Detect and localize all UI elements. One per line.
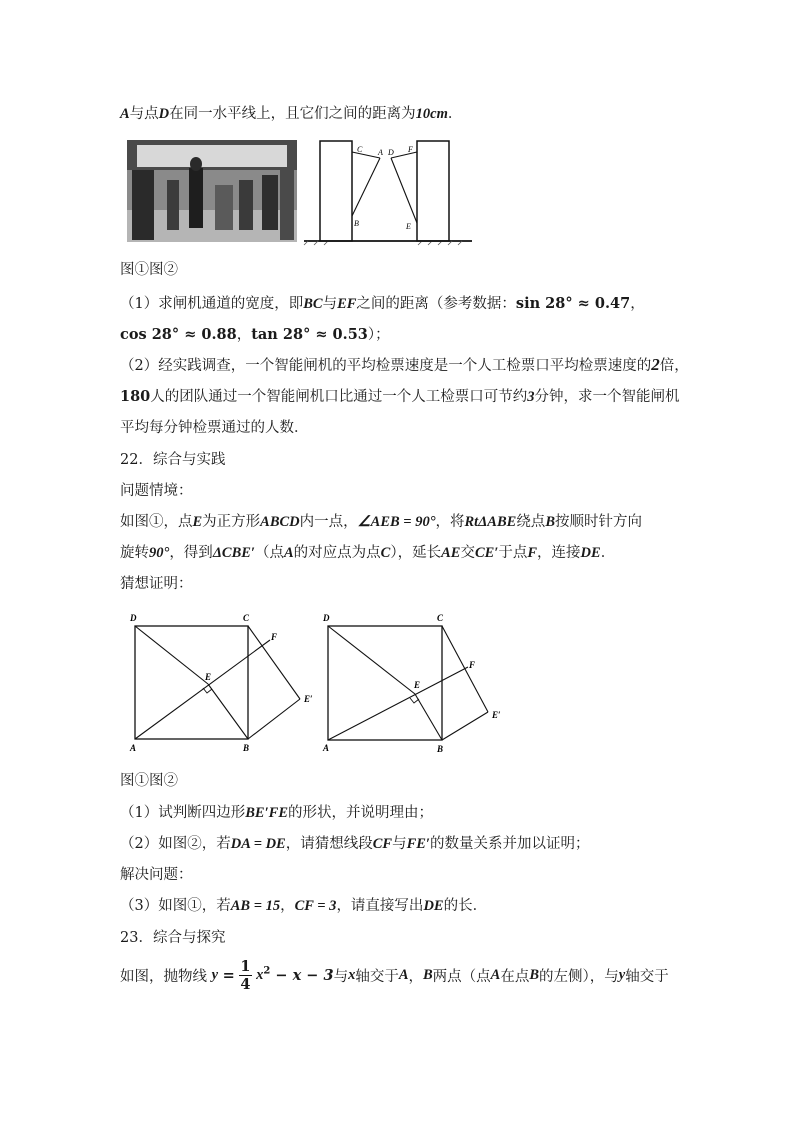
text: ．	[447, 106, 463, 122]
text: 绕点	[516, 514, 546, 530]
label-a: A	[130, 743, 137, 753]
label-d: D	[323, 613, 330, 623]
text: ，	[236, 327, 252, 343]
text: 与	[333, 969, 349, 985]
math: B	[545, 514, 555, 530]
minutes-3: 3	[527, 389, 535, 405]
math: AE	[441, 545, 461, 561]
text: 在同一水平线上，且它们之间的距离为	[169, 106, 416, 122]
gate-diagram	[302, 138, 474, 246]
distance: 10cm	[415, 106, 448, 122]
q21-part2-line3: 平均每分钟检票通过的人数．	[120, 420, 309, 436]
label-a: A	[378, 148, 383, 157]
q21-part1-line1	[120, 292, 645, 313]
text: ，	[630, 296, 645, 312]
text: 轴交于	[625, 969, 669, 985]
math: A	[398, 967, 409, 983]
math: F	[527, 545, 538, 561]
segment-ef: EF	[337, 296, 357, 312]
text: 旋转	[120, 545, 149, 561]
text: 分钟，求一个智能闸机	[534, 389, 680, 405]
math: E	[192, 514, 203, 530]
text: 与	[322, 296, 338, 312]
text: 的形状，并说明理由；	[288, 805, 433, 821]
q23-title: 23．综合与探究	[120, 930, 226, 946]
square-figure-1-drawing	[125, 608, 325, 758]
label-e-prime: E′	[304, 694, 313, 704]
q22-sub3	[120, 894, 487, 915]
point-d: D	[158, 106, 170, 122]
text: 倍，	[659, 358, 689, 374]
numerator: 1	[240, 958, 251, 975]
text: 如图①，点	[120, 514, 193, 530]
denominator: 4	[240, 976, 251, 993]
gate-photo	[127, 140, 297, 242]
label-e: E	[406, 222, 411, 231]
text: （1）求闸机通道的宽度，即	[120, 296, 304, 312]
text: 于点	[498, 545, 528, 561]
label-e: E	[414, 680, 421, 690]
text: ）；	[367, 327, 390, 343]
q22-sub1	[120, 801, 433, 822]
math: x	[256, 967, 264, 983]
label-c: C	[437, 613, 444, 623]
math: B	[423, 967, 433, 983]
label-e: E	[205, 672, 212, 682]
text: ），延长	[390, 545, 442, 561]
text: 人的团队通过一个智能闸机口比通过一个人工检票口可节约	[150, 389, 528, 405]
text: 的左侧），与	[539, 969, 619, 985]
text: 在点	[500, 969, 530, 985]
q22-guess: 猜想证明：	[120, 576, 193, 592]
q22-solve: 解决问题：	[120, 867, 193, 883]
math: C	[380, 545, 391, 561]
math: y	[618, 967, 626, 983]
text: ，请猜想线段	[285, 836, 373, 852]
sin-value: sin 28° ≈ 0.47	[515, 295, 631, 312]
q22-title: 22．综合与实践	[120, 452, 226, 468]
math: − x − 3	[270, 967, 334, 984]
math: =	[222, 967, 235, 984]
label-f: F	[271, 632, 278, 642]
square-figure-2	[318, 608, 518, 758]
text: ，得到	[169, 545, 213, 561]
math: A	[490, 967, 501, 983]
label-a: A	[323, 743, 330, 753]
q22-situation: 问题情境：	[120, 483, 193, 499]
math: CF	[372, 836, 393, 852]
text: （点	[255, 545, 284, 561]
math: AB = 15	[230, 898, 281, 914]
math: DE	[580, 545, 601, 561]
text: 内一点，	[299, 514, 358, 530]
label-c: C	[243, 613, 250, 623]
math: A	[284, 545, 294, 561]
label-c: C	[357, 145, 363, 154]
label-b: B	[243, 743, 250, 753]
math: DE	[423, 898, 444, 914]
text: ，	[408, 969, 423, 985]
q22-sub2	[120, 832, 590, 853]
math: 90°	[149, 545, 170, 561]
fig1-caption: 图①图②	[120, 262, 178, 278]
gate-diagram-drawing	[302, 138, 474, 246]
text: （1）试判断四边形	[120, 805, 246, 821]
math: x	[348, 967, 356, 983]
math: y	[211, 967, 219, 983]
q23-line1	[120, 958, 669, 1000]
fraction	[239, 958, 251, 993]
exponent: 2	[263, 965, 271, 977]
label-b: B	[354, 219, 359, 228]
math: RtΔABE	[464, 514, 517, 530]
text: 的对应点为点	[293, 545, 381, 561]
text: （2）经实践调查，一个智能闸机的平均检票速度是一个人工检票口平均检票速度的	[120, 358, 652, 374]
text: ，请直接写出	[336, 898, 424, 914]
math: CF = 3	[294, 898, 337, 914]
math: ABCD	[260, 514, 300, 530]
math: BE′FE	[245, 805, 288, 821]
text: 的长．	[443, 898, 488, 914]
q21-part1-line2	[120, 323, 390, 344]
text: 与	[392, 836, 407, 852]
text: 的数量关系并加以证明；	[430, 836, 590, 852]
label-f: F	[469, 660, 476, 670]
math: FE′	[406, 836, 430, 852]
math: ∠AEB = 90°	[357, 514, 436, 530]
text: 为正方形	[202, 514, 261, 530]
count-180: 180	[120, 388, 151, 405]
text: 如图，抛物线	[120, 969, 207, 985]
label-e-prime: E′	[492, 710, 501, 720]
text: ，连接	[537, 545, 581, 561]
math: ΔCBE′	[212, 545, 255, 561]
text: ，将	[435, 514, 465, 530]
text: 两点（点	[432, 969, 491, 985]
text: 交	[460, 545, 475, 561]
text: （3）如图①，若	[120, 898, 231, 914]
q21-part2-line2	[120, 385, 680, 406]
q22-para-line1	[120, 510, 642, 531]
text: （2）如图②，若	[120, 836, 231, 852]
label-f: F	[408, 145, 413, 154]
gate-photo-drawing	[127, 140, 297, 242]
q21-tail-line	[120, 102, 462, 123]
text: 按顺时针方向	[554, 514, 642, 530]
text: ，	[280, 898, 295, 914]
label-b: B	[437, 744, 444, 754]
segment-bc: BC	[303, 296, 323, 312]
math: CE′	[474, 545, 499, 561]
cos-value: cos 28° ≈ 0.88	[120, 326, 237, 343]
text: 轴交于	[355, 969, 399, 985]
point-a: A	[120, 106, 130, 122]
fig2-caption: 图①图②	[120, 773, 178, 789]
label-d: D	[388, 148, 394, 157]
math: B	[529, 967, 540, 983]
text: ．	[600, 545, 616, 561]
text: 之间的距离（参考数据：	[356, 296, 516, 312]
text: 与点	[129, 106, 159, 122]
math: DA = DE	[230, 836, 286, 852]
tan-value: tan 28° ≈ 0.53	[251, 326, 368, 343]
q21-part2-line1	[120, 354, 689, 375]
label-d: D	[130, 613, 137, 623]
q22-para-line2	[120, 541, 615, 562]
factor-two: 2	[651, 355, 660, 374]
square-figure-1	[125, 608, 325, 758]
square-figure-2-drawing	[318, 608, 518, 758]
